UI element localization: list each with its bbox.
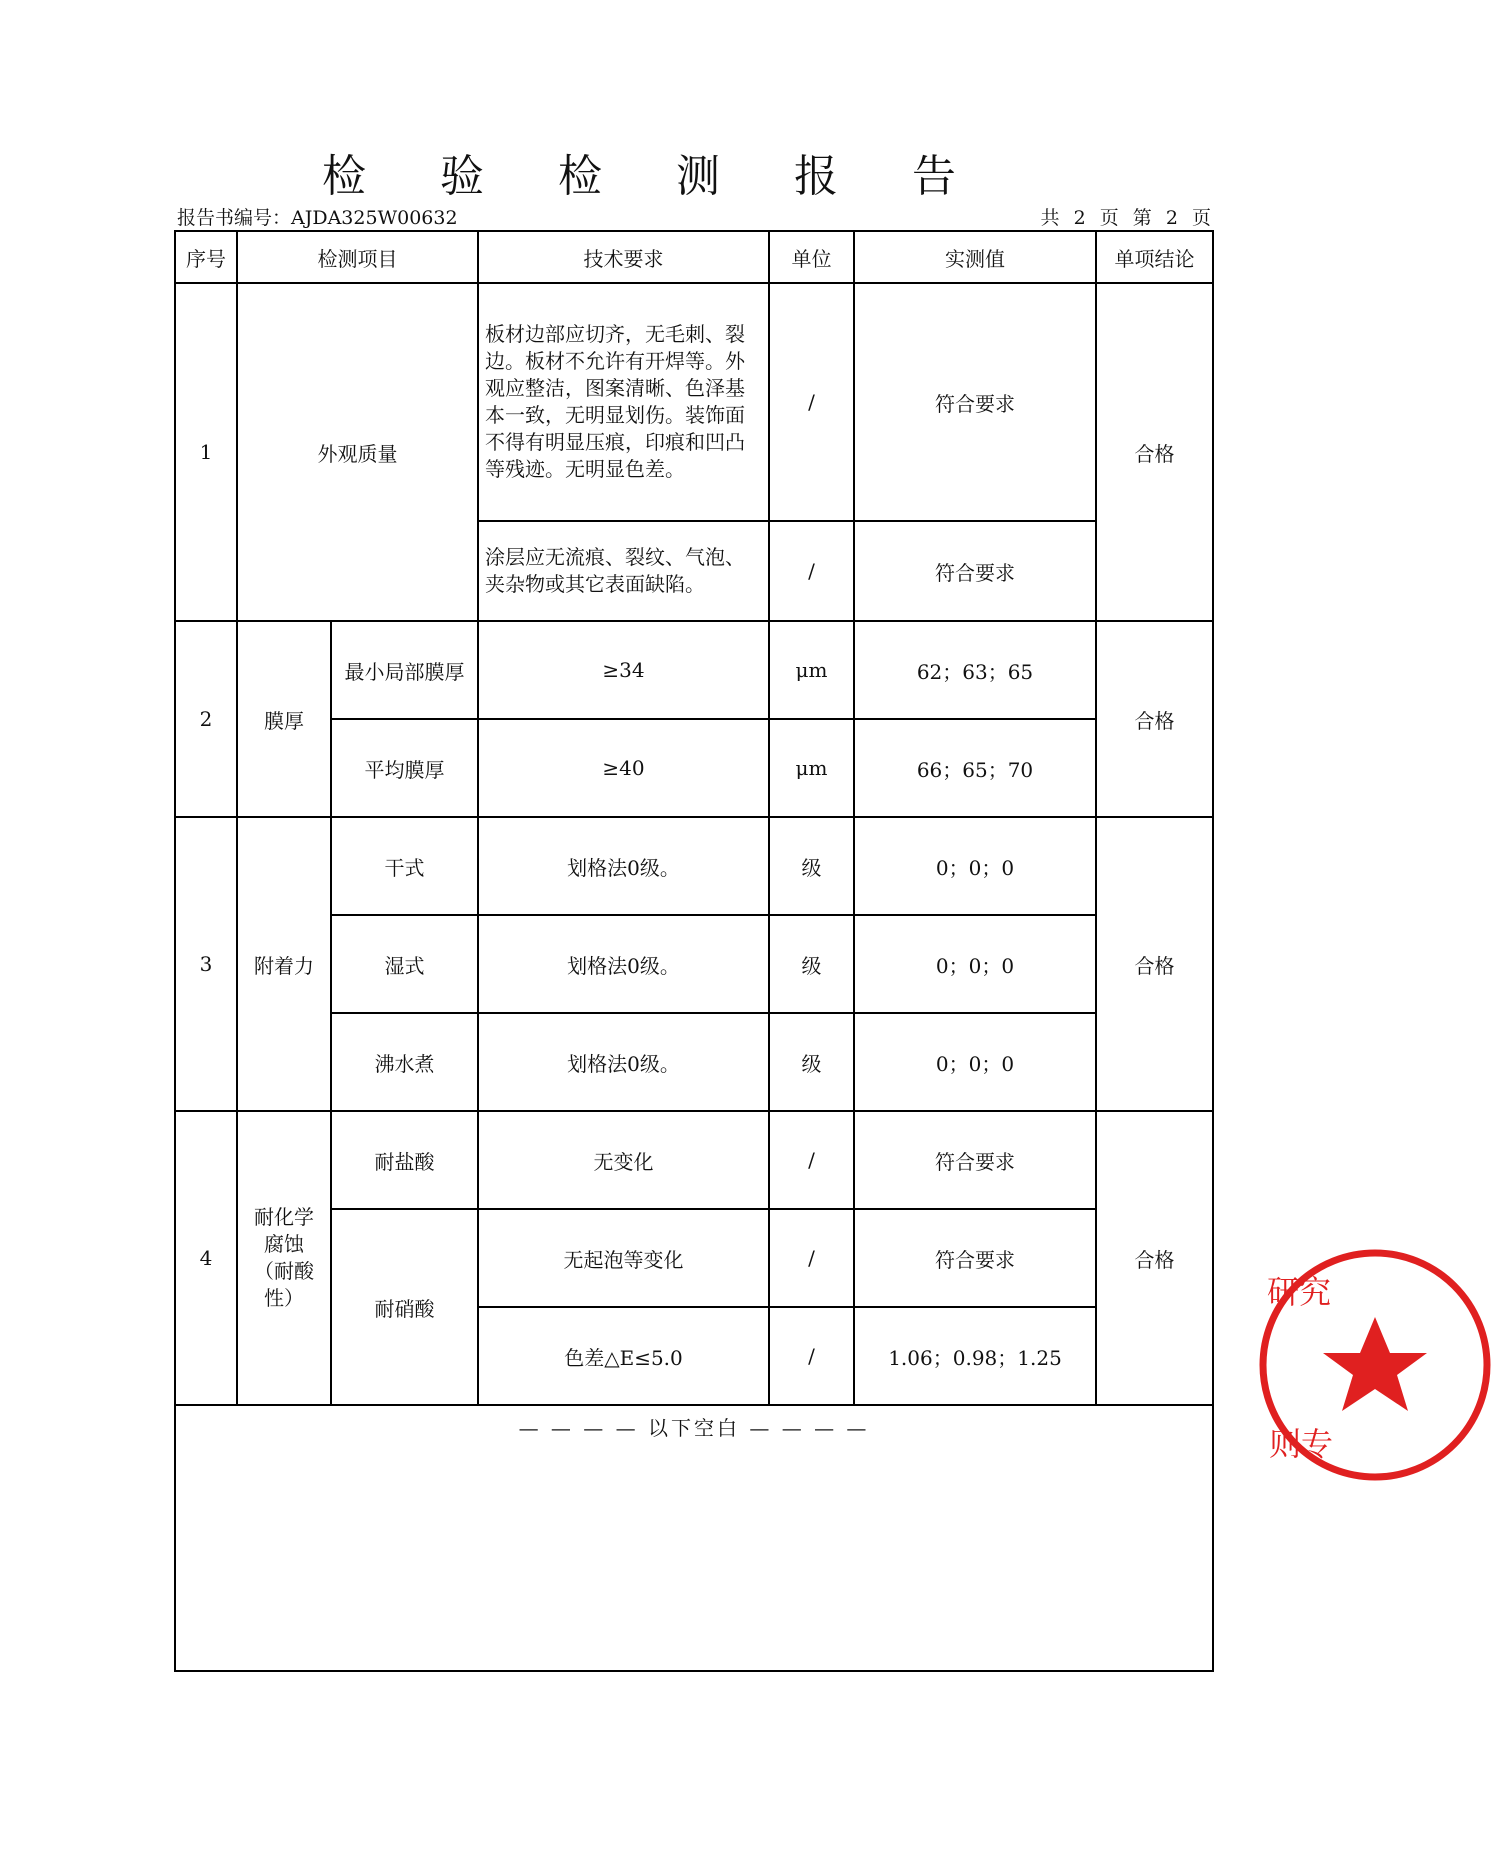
row-unit: 级 — [769, 817, 854, 915]
header-item: 检测项目 — [237, 231, 478, 283]
row-conclusion: 合格 — [1096, 283, 1213, 621]
row-value: 62；63；65 — [854, 621, 1096, 719]
row-conclusion: 合格 — [1096, 1111, 1213, 1405]
row-requirement: ≥34 — [478, 621, 769, 719]
page-indicator — [1037, 203, 1213, 230]
table-row — [175, 621, 1213, 719]
header-conclusion: 单项结论 — [1096, 231, 1213, 283]
row-subitem: 耐硝酸 — [331, 1209, 478, 1405]
row-requirement: 无起泡等变化 — [478, 1209, 769, 1307]
row-requirement: 色差△E≤5.0 — [478, 1307, 769, 1405]
star-icon — [1323, 1317, 1427, 1411]
table-row — [175, 817, 1213, 915]
page-word: 页 — [1099, 207, 1121, 229]
row-requirement: 划格法0级。 — [478, 1013, 769, 1111]
table-row — [175, 915, 1213, 1013]
row-subitem: 最小局部膜厚 — [331, 621, 478, 719]
row-requirement: 无变化 — [478, 1111, 769, 1209]
row-requirement: ≥40 — [478, 719, 769, 817]
row-subitem: 沸水煮 — [331, 1013, 478, 1111]
row-item: 外观质量 — [237, 283, 478, 621]
row-conclusion: 合格 — [1096, 621, 1213, 817]
table-row — [175, 283, 1213, 521]
row-item: 附着力 — [237, 817, 331, 1111]
table-header-row — [175, 231, 1213, 283]
table-row — [175, 1013, 1213, 1111]
row-conclusion: 合格 — [1096, 817, 1213, 1111]
row-subitem: 平均膜厚 — [331, 719, 478, 817]
row-unit: μm — [769, 621, 854, 719]
row-value: 符合要求 — [854, 521, 1096, 621]
row-value: 0；0；0 — [854, 915, 1096, 1013]
report-number-value: AJDA325W00632 — [291, 207, 458, 229]
row-unit: 级 — [769, 1013, 854, 1111]
row-value: 符合要求 — [854, 283, 1096, 521]
stamp-text-top: 研究 — [1267, 1273, 1332, 1311]
row-number: 1 — [175, 283, 237, 621]
report-number — [177, 203, 458, 230]
row-requirement: 板材边部应切齐，无毛刺、裂边。板材不允许有开焊等。外观应整洁，图案清晰、色泽基本一致，无明显划伤。装饰面不得有明显压痕，印痕和凹凸等残迹。无明显色差。 — [478, 283, 769, 521]
header-no: 序号 — [175, 231, 237, 283]
row-subitem: 湿式 — [331, 915, 478, 1013]
row-value: 符合要求 — [854, 1209, 1096, 1307]
row-unit: / — [769, 1111, 854, 1209]
row-value: 0；0；0 — [854, 817, 1096, 915]
row-unit: μm — [769, 719, 854, 817]
red-seal-stamp — [1255, 1245, 1495, 1485]
row-unit: / — [769, 283, 854, 521]
row-unit: / — [769, 1307, 854, 1405]
header-measured: 实测值 — [854, 231, 1096, 283]
header-unit: 单位 — [769, 231, 854, 283]
row-requirement: 划格法0级。 — [478, 817, 769, 915]
table-row — [175, 719, 1213, 817]
row-unit: 级 — [769, 915, 854, 1013]
table-row — [175, 1209, 1213, 1307]
row-subitem: 干式 — [331, 817, 478, 915]
row-number: 4 — [175, 1111, 237, 1405]
report-number-label: 报告书编号： — [177, 207, 292, 229]
inspection-table — [174, 230, 1214, 1672]
row-item: 耐化学腐蚀（耐酸性） — [237, 1111, 331, 1405]
blank-note: — — — — 以下空白 — — — — — [175, 1405, 1213, 1671]
row-value: 0；0；0 — [854, 1013, 1096, 1111]
row-value: 符合要求 — [854, 1111, 1096, 1209]
row-requirement: 涂层应无流痕、裂纹、气泡、夹杂物或其它表面缺陷。 — [478, 521, 769, 621]
header-requirement: 技术要求 — [478, 231, 769, 283]
page-word-2: 页 — [1191, 207, 1213, 229]
report-title: 检 验 检 测 报 告 — [322, 151, 986, 202]
table-row — [175, 1111, 1213, 1209]
row-number: 2 — [175, 621, 237, 817]
row-value: 66；65；70 — [854, 719, 1096, 817]
row-number: 3 — [175, 817, 237, 1111]
row-unit: / — [769, 1209, 854, 1307]
page-current: 2 — [1165, 207, 1180, 229]
row-unit: / — [769, 521, 854, 621]
row-value: 1.06；0.98；1.25 — [854, 1307, 1096, 1405]
page-total-label: 共 — [1040, 207, 1062, 229]
stamp-text-bottom: 则专 — [1269, 1425, 1334, 1463]
page-current-label: 第 — [1132, 207, 1154, 229]
row-requirement: 划格法0级。 — [478, 915, 769, 1013]
page-total: 2 — [1073, 207, 1088, 229]
row-subitem: 耐盐酸 — [331, 1111, 478, 1209]
blank-row — [175, 1405, 1213, 1671]
row-item: 膜厚 — [237, 621, 331, 817]
